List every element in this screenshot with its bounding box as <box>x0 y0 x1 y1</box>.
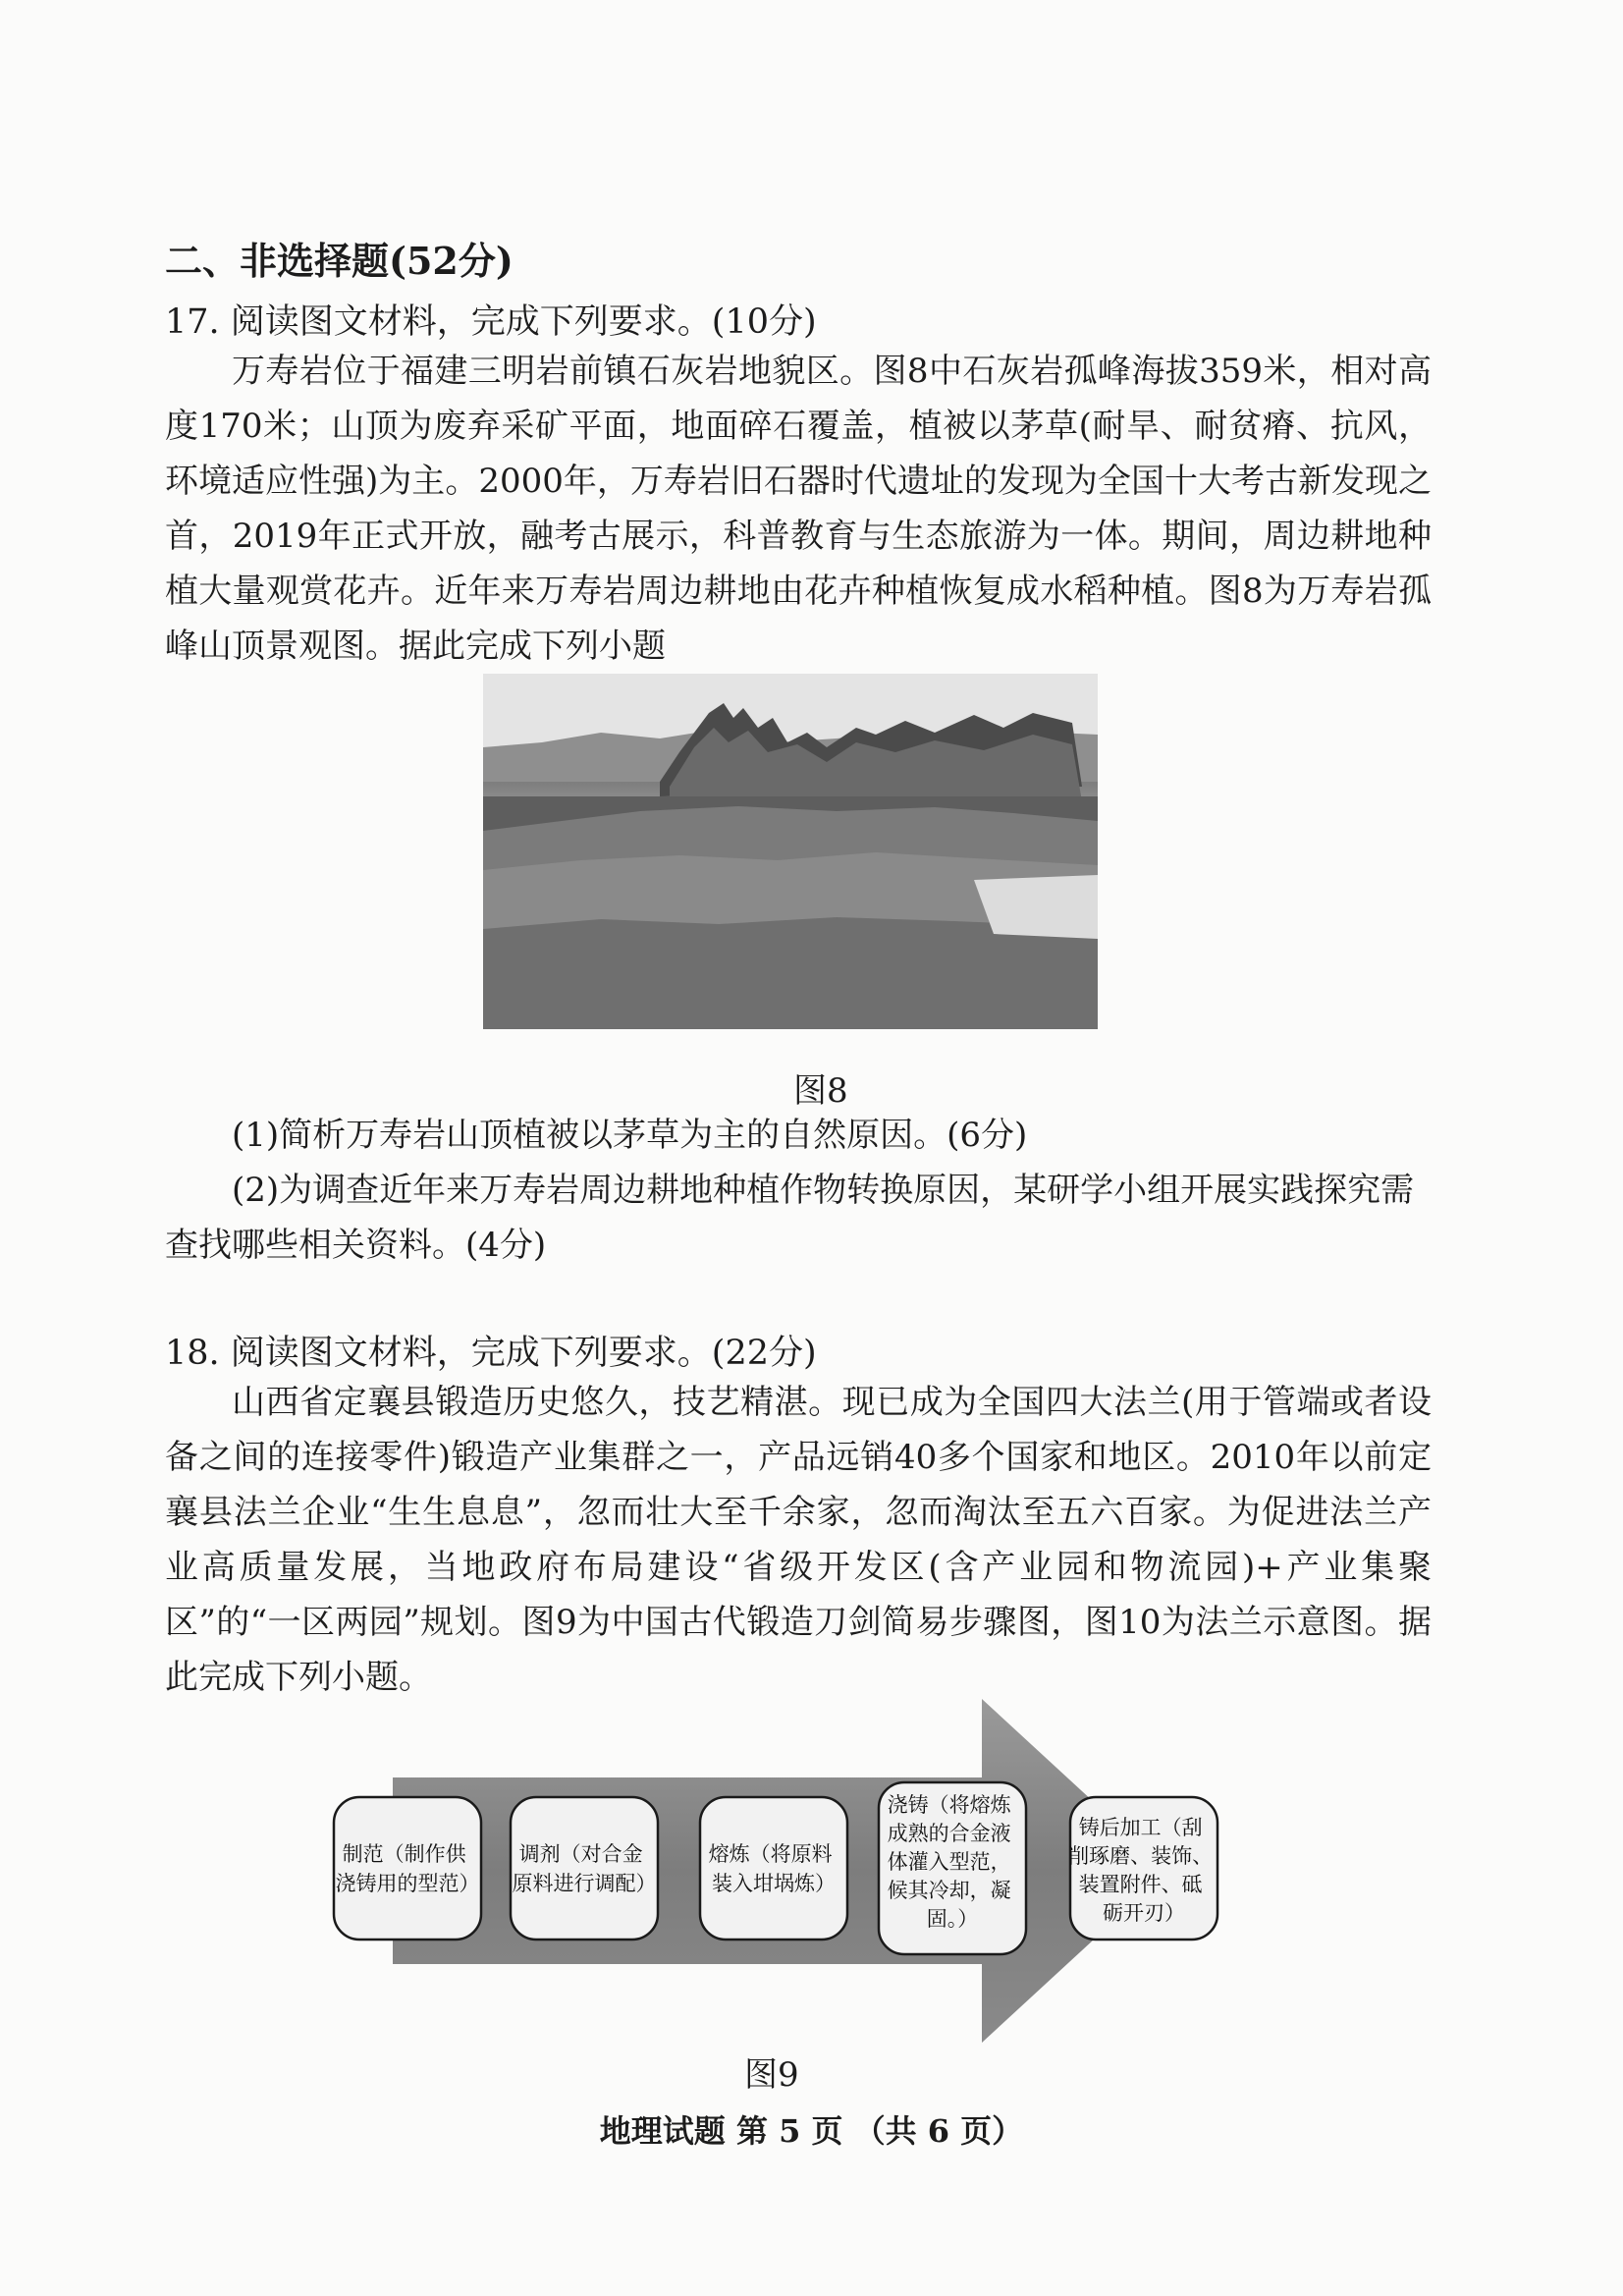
step-box-2 <box>511 1797 658 1940</box>
step-1-line-2: 浇铸用的型范） <box>335 1872 480 1895</box>
question-17-sub-1: (1)简析万寿岩山顶植被以茅草为主的自然原因。(6分) <box>232 1116 1028 1155</box>
question-18-heading: 18. 阅读图文材料，完成下列要求。(22分) <box>165 1334 817 1373</box>
figure-9-caption: 图9 <box>744 2055 799 2095</box>
step-5-line-4: 砺开刃） <box>1103 1901 1185 1925</box>
landscape-image <box>483 674 1098 1029</box>
step-5-line-1: 铸后加工（刮 <box>1078 1816 1203 1839</box>
step-4-line-1: 浇铸（将熔炼 <box>887 1793 1011 1817</box>
figure-8-landscape-photo <box>483 674 1098 1029</box>
step-3-line-2: 装入坩埚炼） <box>712 1872 836 1895</box>
section-title: 二、非选择题(52分) <box>165 239 514 283</box>
page-footer: 地理试题 第 5 页 （共 6 页） <box>599 2112 1024 2150</box>
question-17-sub-2: (2)为调查近年来万寿岩周边耕地种植作物转换原因，某研学小组开展实践探究需查找哪些相关资料。(4分) <box>165 1171 1415 1265</box>
figure-9-process-diagram <box>324 1689 1257 2062</box>
figure-8-caption: 图8 <box>793 1071 848 1111</box>
question-17-material <box>165 344 1432 674</box>
step-3-line-1: 熔炼（将原料 <box>708 1842 833 1866</box>
question-17-paragraph: 万寿岩位于福建三明岩前镇石灰岩地貌区。图8中石灰岩孤峰海拔359米，相对高度170米；山顶为废弃采矿平面，地面碎石覆盖，植被以茅草(耐旱、耐贫瘠、抗风，环境适应性强)为主。2000年，万寿岩旧石器时代遗址的发现为全国十大考古新发现之首，2019年正式开放，融考古展示，科普教育与生态旅游为一体。期间，周边耕地种植大量观赏花卉。近年来万寿岩周边耕地由花卉种植恢复成水稻种植。图8为万寿岩孤峰山顶景观图。据此完成下列小题 <box>165 352 1432 666</box>
step-1-line-1: 制范（制作供 <box>342 1842 466 1866</box>
step-4-line-3: 体灌入型范， <box>887 1850 1011 1874</box>
step-box-1 <box>334 1797 481 1940</box>
step-5-line-2: 削琢磨、装饰、 <box>1068 1844 1214 1868</box>
question-18-paragraph: 山西省定襄县锻造历史悠久，技艺精湛。现已成为全国四大法兰(用于管端或者设备之间的连接零件)锻造产业集群之一，产品远销40多个国家和地区。2010年以前定襄县法兰企业“生生息息”，忽而壮大至千余家，忽而淘汰至五六百家。为促进法兰产业高质量发展，当地政府布局建设“省级开发区(含产业园和物流园)+产业集聚区”的“一区两园”规划。图9为中国古代锻造刀剑简易步骤图，图10为法兰示意图。据此完成下列小题。 <box>165 1383 1432 1697</box>
step-5-line-3: 装置附件、砥 <box>1078 1873 1203 1896</box>
question-17-heading: 17. 阅读图文材料，完成下列要求。(10分) <box>165 302 817 342</box>
step-4-line-2: 成熟的合金液 <box>887 1822 1011 1845</box>
step-2-line-1: 调剂（对合金 <box>518 1842 643 1866</box>
question-18-material <box>165 1375 1432 1705</box>
step-box-3 <box>700 1797 847 1940</box>
step-2-line-2: 原料进行调配） <box>512 1872 657 1895</box>
question-17-subquestions <box>165 1108 1432 1273</box>
step-4-line-4: 候其冷却，凝 <box>887 1879 1011 1902</box>
step-4-line-5: 固。） <box>926 1907 979 1931</box>
